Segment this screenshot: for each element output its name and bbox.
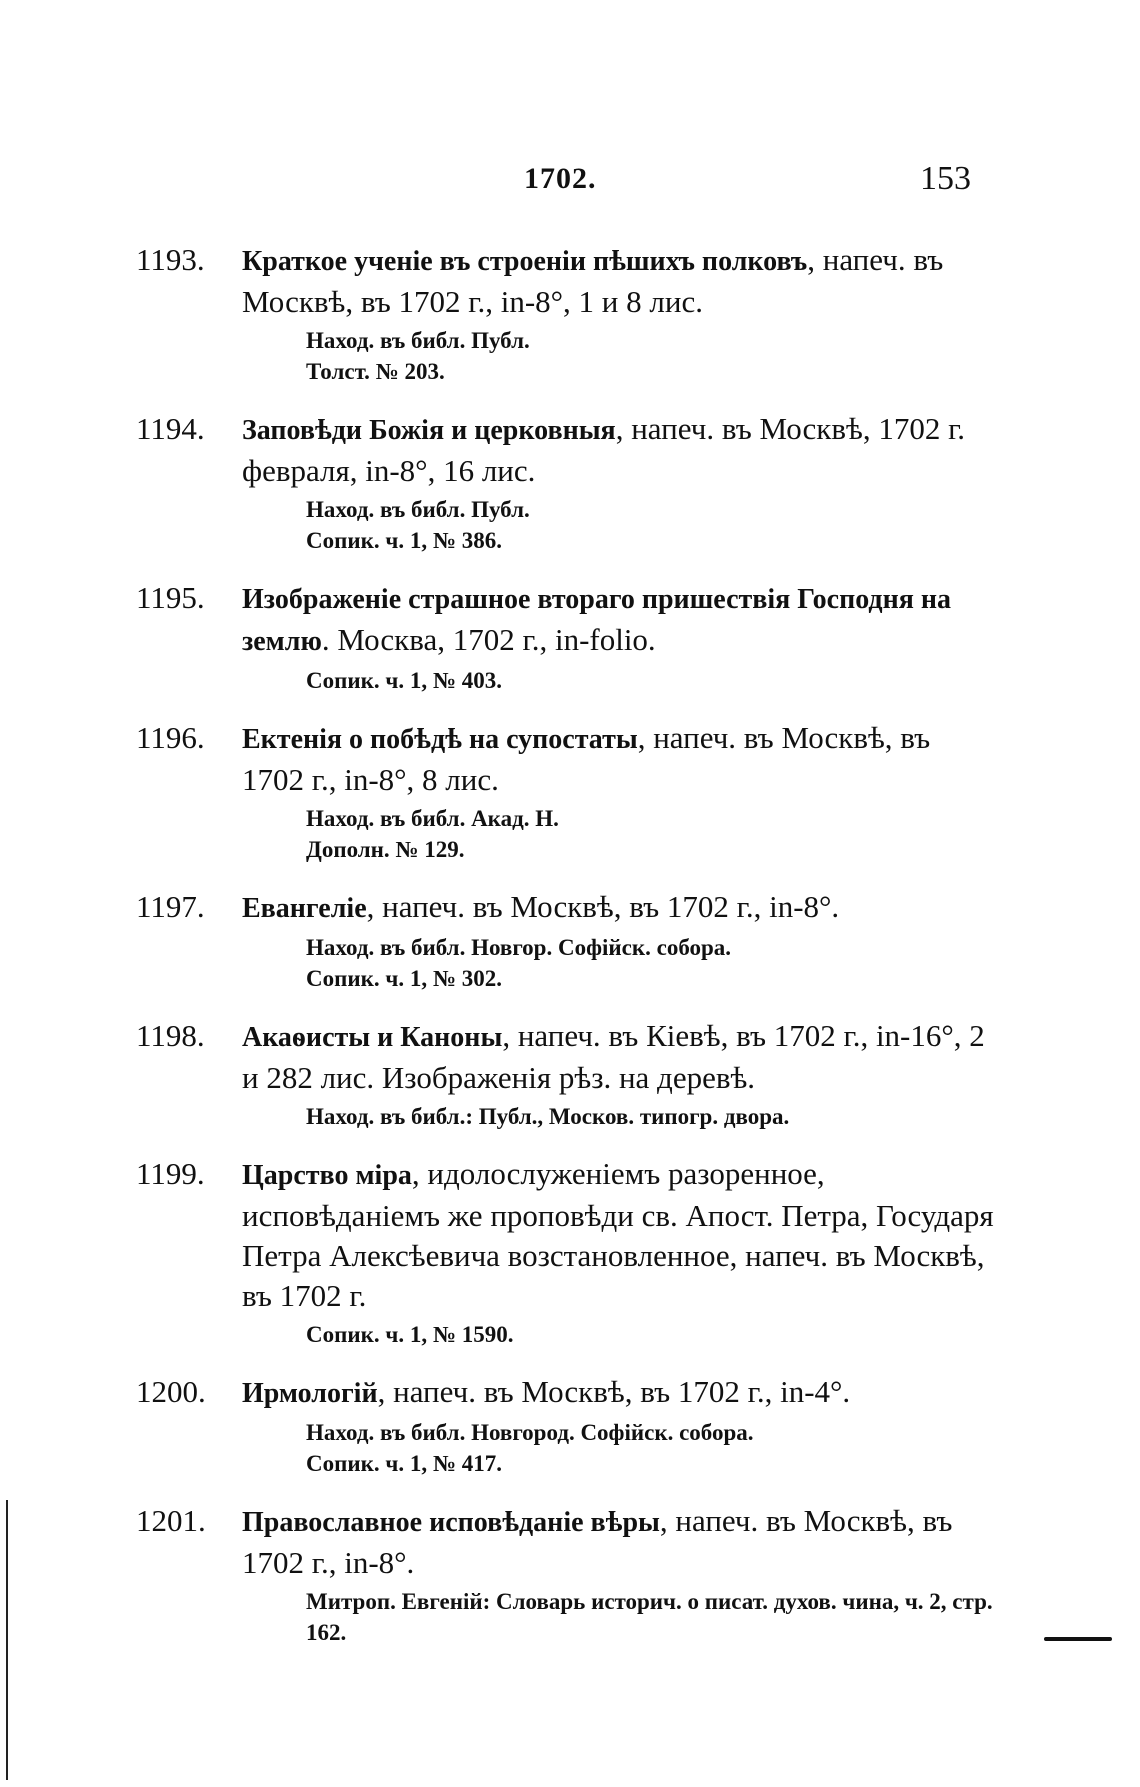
entry-title: Евангеліе xyxy=(242,893,367,924)
entry-body xyxy=(242,887,996,929)
entry-description: , напеч. въ Москвѣ, въ 1702 г., in-4°. xyxy=(377,1374,851,1409)
entry-body xyxy=(242,1372,996,1414)
entry-references xyxy=(306,800,996,865)
entry-title: Ирмологій xyxy=(242,1378,378,1409)
reference-line: Сопик. ч. 1, № 403. xyxy=(306,668,502,693)
entry xyxy=(136,578,996,696)
entry-description: , напеч. въ Москвѣ, въ 1702 г., in-8°. xyxy=(242,1503,953,1580)
entry-title: Царство міра xyxy=(242,1160,412,1191)
entry-number: 1197. xyxy=(136,889,205,924)
reference-line: Сопик. ч. 1, № 1590. xyxy=(306,1322,514,1347)
entry-references xyxy=(306,1414,996,1479)
page-number: 153 xyxy=(920,160,971,197)
reference-line: Толст. № 203. xyxy=(306,359,445,384)
entry xyxy=(136,1501,996,1648)
entry-number: 1198. xyxy=(136,1018,205,1053)
end-rule xyxy=(1044,1637,1112,1641)
entry-title: Изображеніе страшное втораго пришествія Господня на землю xyxy=(242,584,951,657)
entry-body xyxy=(242,1154,996,1316)
entry xyxy=(136,887,996,994)
entry-title: Краткое ученіе въ строеніи пѣшихъ полковъ xyxy=(242,246,808,277)
entry-body xyxy=(242,578,996,662)
entry-number: 1201. xyxy=(136,1503,206,1538)
reference-line: Дополн. № 129. xyxy=(306,837,465,862)
entry-number: 1193. xyxy=(136,242,205,277)
reference-line: Наход. въ библ. Публ. xyxy=(306,497,530,522)
entry-number: 1196. xyxy=(136,720,205,755)
entry xyxy=(136,718,996,865)
reference-line: Сопик. ч. 1, № 302. xyxy=(306,966,502,991)
entry-title: Ектенія о побѣдѣ на супостаты xyxy=(242,724,638,755)
entry-list xyxy=(136,240,996,1670)
entry-body xyxy=(242,718,996,800)
entry-description: , напеч. въ Москвѣ, въ 1702 г., in-8°, 8 лис. xyxy=(242,720,931,797)
reference-line: Наход. въ библ. Публ. xyxy=(306,328,530,353)
entry-references xyxy=(306,1316,996,1350)
entry xyxy=(136,240,996,387)
reference-line: Наход. въ библ. Акад. Н. xyxy=(306,806,559,831)
entry-description: , напеч. въ Кіевѣ, въ 1702 г., in-16°, 2 и 282 лис. Изображенія рѣз. на деревѣ. xyxy=(242,1018,985,1095)
entry xyxy=(136,1372,996,1479)
entry-description: , идолослуженіемъ разоренное, исповѣданіемъ же проповѣди св. Апост. Петра, Государя Петра Алексѣевича возстановленное, напеч. въ Москвѣ, въ 1702 г. xyxy=(242,1156,994,1313)
reference-line: Сопик. ч. 1, № 386. xyxy=(306,528,502,553)
entry-references xyxy=(306,491,996,556)
entry-references xyxy=(306,929,996,994)
entry-description: , напеч. въ Москвѣ, въ 1702 г., in-8°. xyxy=(366,889,840,924)
entry-description: , напеч. въ Москвѣ, 1702 г. февраля, in-8°, 16 лис. xyxy=(242,411,966,488)
entry-title: Православное исповѣданіе вѣры xyxy=(242,1507,660,1538)
entry-description: . Москва, 1702 г., in-folio. xyxy=(321,622,656,657)
entry xyxy=(136,1154,996,1350)
entry-title: Заповѣди Божія и церковныя xyxy=(242,415,616,446)
reference-line: Наход. въ библ. Новгород. Софійск. собора. xyxy=(306,1420,754,1445)
entry-body xyxy=(242,240,996,322)
running-head-year: 1702. xyxy=(524,162,597,195)
reference-line: Сопик. ч. 1, № 417. xyxy=(306,1451,502,1476)
entry xyxy=(136,1016,996,1132)
reference-line: Наход. въ библ.: Публ., Москов. типогр. двора. xyxy=(306,1104,790,1129)
entry-references xyxy=(306,1583,996,1648)
entry-references xyxy=(306,662,996,696)
entry-number: 1199. xyxy=(136,1156,205,1191)
entry-title: Акаѳисты и Каноны xyxy=(242,1022,503,1053)
entry-body xyxy=(242,1016,996,1098)
entry-body xyxy=(242,1501,996,1583)
entry-description: , напеч. въ Москвѣ, въ 1702 г., in-8°, 1 и 8 лис. xyxy=(242,242,944,319)
reference-line: Митроп. Евгеній: Словарь историч. о писат. духов. чина, ч. 2, стр. 162. xyxy=(306,1589,993,1645)
reference-line: Наход. въ библ. Новгор. Софійск. собора. xyxy=(306,935,732,960)
entry-number: 1195. xyxy=(136,580,205,615)
entry xyxy=(136,409,996,556)
entry-number: 1194. xyxy=(136,411,205,446)
entry-references xyxy=(306,1098,996,1132)
margin-rule xyxy=(6,1500,8,1780)
entry-body xyxy=(242,409,996,491)
entry-number: 1200. xyxy=(136,1374,206,1409)
entry-references xyxy=(306,322,996,387)
